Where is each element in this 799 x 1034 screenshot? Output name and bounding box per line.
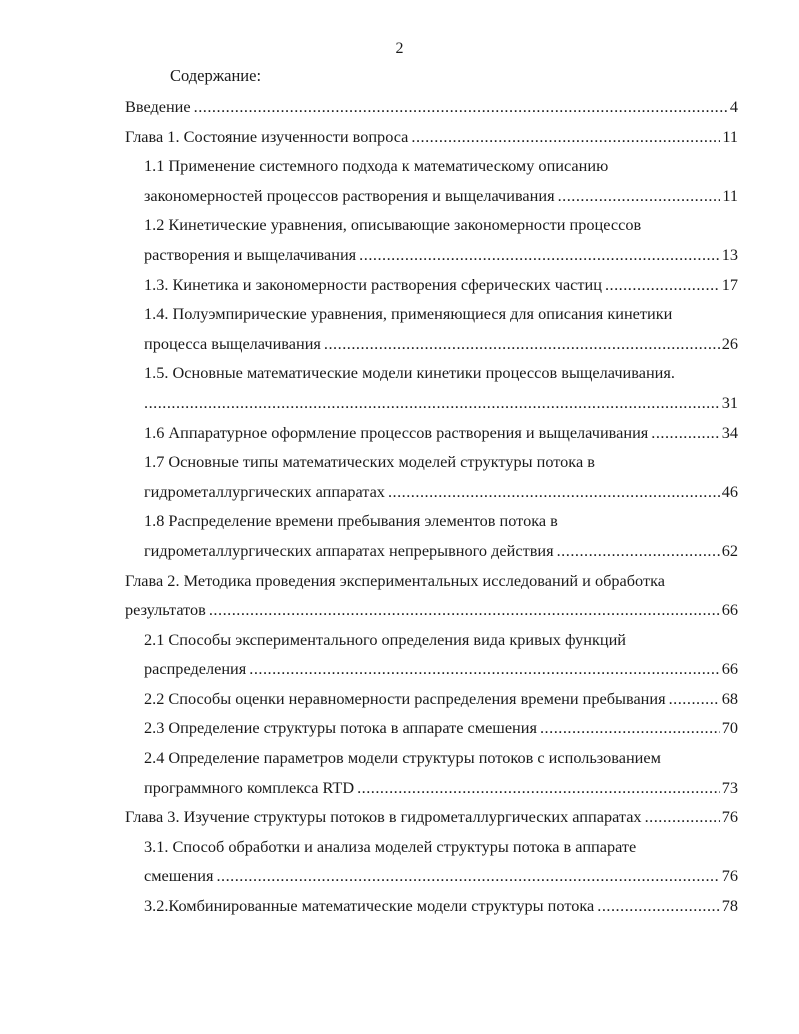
dot-leader <box>669 684 720 714</box>
toc-entry-text: 2.1 Способы экспериментального определения вида кривых функций <box>144 629 627 649</box>
toc-line <box>144 536 738 566</box>
dot-leader <box>388 477 720 507</box>
toc-entry-text: 1.1 Применение системного подхода к математическому описанию <box>144 156 609 176</box>
toc-entry-text: 1.2 Кинетические уравнения, описывающие закономерности процессов <box>144 215 642 235</box>
dot-leader <box>359 240 720 270</box>
toc-page-number: 31 <box>721 392 738 412</box>
dot-leader <box>249 654 719 684</box>
toc-line <box>144 388 738 418</box>
toc-page-number: 66 <box>721 659 738 679</box>
toc-page-number: 76 <box>721 866 738 886</box>
toc-line <box>125 595 738 625</box>
toc-page-number: 73 <box>721 777 738 797</box>
toc-line <box>144 684 738 714</box>
toc-line <box>144 654 738 684</box>
toc-page-number: 70 <box>721 718 738 738</box>
toc-entry-text: 1.4. Полуэмпирические уравнения, применяющиеся для описания кинетики <box>144 304 673 324</box>
toc-line <box>144 210 738 240</box>
toc-line <box>125 566 738 596</box>
toc-line <box>144 270 738 300</box>
toc-entry-text: смешения <box>144 866 214 886</box>
toc-entry-text: 3.1. Способ обработки и анализа моделей структуры потока в аппарате <box>144 836 637 856</box>
toc-entry-text: Глава 1. Состояние изученности вопроса <box>125 126 409 146</box>
toc-line <box>144 181 738 211</box>
toc-line <box>144 625 738 655</box>
toc-chapter-entry[interactable] <box>0 566 799 625</box>
toc-page-number: 76 <box>721 807 738 827</box>
toc-entry-text: результатов <box>125 600 206 620</box>
toc-entry-text: Глава 2. Методика проведения экспериментальных исследований и обработка <box>125 570 665 590</box>
toc-line <box>125 802 738 832</box>
toc-entry-text: 1.6 Аппаратурное оформление процессов растворения и выщелачивания <box>144 422 649 442</box>
toc-section-entry[interactable] <box>0 210 799 269</box>
toc-page-number: 34 <box>721 422 738 442</box>
toc-section-entry[interactable] <box>0 832 799 891</box>
toc-page-number: 17 <box>721 274 738 294</box>
dot-leader <box>324 329 720 359</box>
toc-entry-text: 1.3. Кинетика и закономерности растворения сферических частиц <box>144 274 602 294</box>
toc-line <box>125 122 738 152</box>
toc-section-entry[interactable] <box>0 891 799 921</box>
toc-page-number: 62 <box>721 540 738 560</box>
dot-leader <box>557 536 720 566</box>
toc-page-number: 26 <box>721 333 738 353</box>
dot-leader <box>357 773 720 803</box>
toc-section-entry[interactable] <box>0 447 799 506</box>
toc-entry-text: Глава 3. Изучение структуры потоков в гидрометаллургических аппаратах <box>125 807 642 827</box>
toc-entry-text: 1.8 Распределение времени пребывания элементов потока в <box>144 511 558 531</box>
toc-section-entry[interactable] <box>0 743 799 802</box>
toc-line <box>144 151 738 181</box>
toc-line <box>144 418 738 448</box>
toc-entry-text: 2.4 Определение параметров модели структуры потоков с использованием <box>144 748 661 768</box>
toc-page-number: 78 <box>721 896 738 916</box>
toc-entry-text: процесса выщелачивания <box>144 333 321 353</box>
toc-page-number: 46 <box>721 481 738 501</box>
toc-chapter-entry[interactable] <box>0 802 799 832</box>
toc-chapter-entry[interactable] <box>0 122 799 152</box>
toc-section-entry[interactable] <box>0 506 799 565</box>
toc-line <box>144 832 738 862</box>
toc-section-entry[interactable] <box>0 418 799 448</box>
toc-entry-text: 3.2.Комбинированные математические модели структуры потока <box>144 896 595 916</box>
toc-line <box>144 506 738 536</box>
toc-line <box>144 773 738 803</box>
toc-entry-text: закономерностей процессов растворения и выщелачивания <box>144 185 555 205</box>
toc-line <box>144 358 738 388</box>
dot-leader <box>645 802 720 832</box>
toc-page-number: 68 <box>721 688 738 708</box>
toc-page-number: 11 <box>722 126 738 146</box>
toc-entry-text: растворения и выщелачивания <box>144 244 357 264</box>
toc-line <box>144 713 738 743</box>
toc-entry-text: 1.7 Основные типы математических моделей структуры потока в <box>144 452 595 472</box>
table-of-contents <box>0 92 799 921</box>
page-number: 2 <box>395 40 404 57</box>
toc-section-entry[interactable] <box>0 358 799 417</box>
toc-line <box>144 299 738 329</box>
toc-entry-text: 2.3 Определение структуры потока в аппарате смешения <box>144 718 537 738</box>
toc-entry-text: 1.5. Основные математические модели кинетики процессов выщелачивания. <box>144 363 675 383</box>
toc-section-entry[interactable] <box>0 270 799 300</box>
dot-leader <box>216 861 719 891</box>
toc-line <box>144 891 738 921</box>
toc-entry-text: программного комплекса RTD <box>144 777 355 797</box>
toc-line <box>144 329 738 359</box>
dot-leader <box>144 388 720 418</box>
toc-entry-text: Введение <box>125 97 191 116</box>
dot-leader <box>209 595 720 625</box>
toc-heading: Содержание: <box>170 66 262 85</box>
toc-section-entry[interactable] <box>0 625 799 684</box>
dot-leader <box>597 891 719 921</box>
toc-page-number: 66 <box>721 600 738 620</box>
toc-entry-text: гидрометаллургических аппаратах непрерывного действия <box>144 540 554 560</box>
dot-leader <box>651 418 719 448</box>
dot-leader <box>194 92 728 122</box>
toc-section-entry[interactable] <box>0 299 799 358</box>
toc-line <box>144 743 738 773</box>
toc-chapter-entry[interactable] <box>0 92 799 122</box>
toc-section-entry[interactable] <box>0 151 799 210</box>
dot-leader <box>558 181 721 211</box>
toc-line <box>144 477 738 507</box>
dot-leader <box>605 270 720 300</box>
toc-page-number: 11 <box>722 185 738 205</box>
toc-line <box>125 92 738 122</box>
toc-section-entry[interactable] <box>0 684 799 714</box>
toc-page-number: 13 <box>721 244 738 264</box>
toc-line <box>144 861 738 891</box>
toc-entry-text: гидрометаллургических аппаратах <box>144 481 385 501</box>
toc-section-entry[interactable] <box>0 713 799 743</box>
toc-page-number: 4 <box>729 97 738 116</box>
dot-leader <box>411 122 720 152</box>
toc-line <box>144 447 738 477</box>
toc-line <box>144 240 738 270</box>
dot-leader <box>540 713 720 743</box>
toc-entry-text: распределения <box>144 659 247 679</box>
toc-entry-text: 2.2 Способы оценки неравномерности распределения времени пребывания <box>144 688 666 708</box>
